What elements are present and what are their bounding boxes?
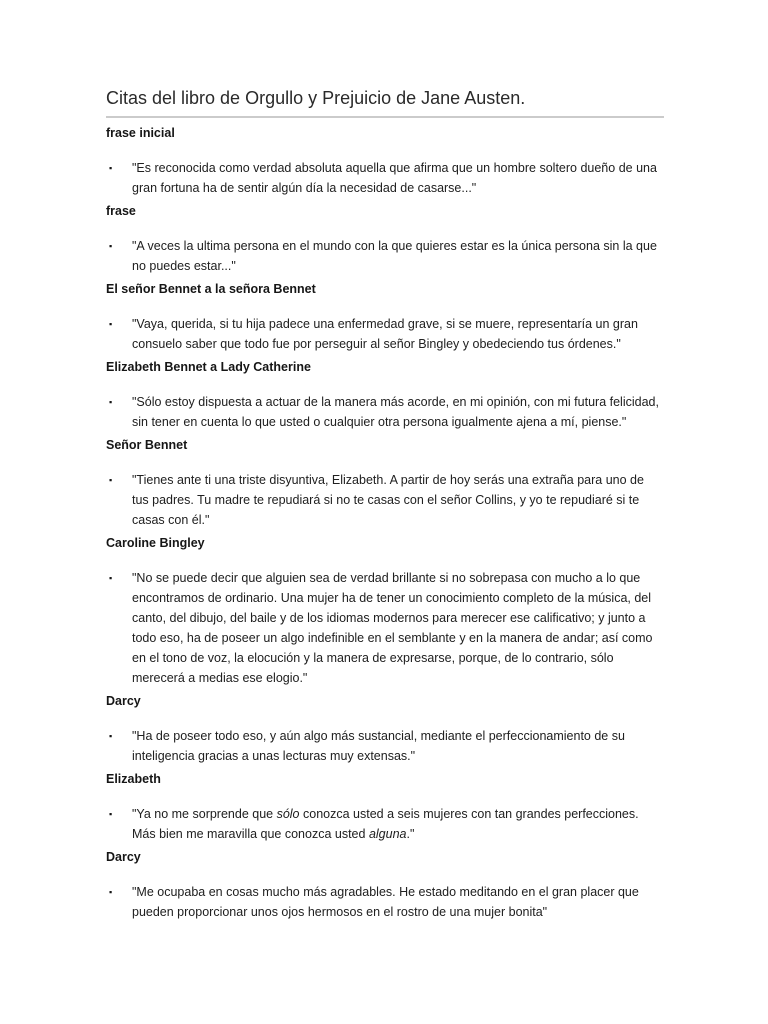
quote-text: "A veces la ultima persona en el mundo con la que quieres estar es la única persona sin la que no puedes estar..." [132,239,657,273]
square-bullet-icon: ▪ [109,731,113,741]
square-bullet-icon: ▪ [109,397,113,407]
speaker-heading: El señor Bennet a la señora Bennet [106,282,316,296]
quote-text: "Ya no me sorprende que sólo conozca usted a seis mujeres con tan grandes perfecciones. Más bien me maravilla que conozca usted alguna." [132,807,639,841]
quote-text: "Me ocupaba en cosas mucho más agradables. He estado meditando en el gran placer que pueden proporcionar unos ojos hermosos en el rostro de una mujer bonita" [132,885,639,919]
quote-section [106,360,664,432]
quote-section [106,694,664,766]
quote-item [106,568,664,688]
speaker-heading: Caroline Bingley [106,536,205,550]
speaker-heading: Darcy [106,850,141,864]
speaker-heading: Elizabeth [106,772,161,786]
quote-text: "Ha de poseer todo eso, y aún algo más sustancial, mediante el perfeccionamiento de su inteligencia gracias a unas lecturas muy extensas." [132,729,625,763]
quote-section [106,772,664,844]
quote-item [106,726,664,766]
square-bullet-icon: ▪ [109,809,113,819]
quote-text: "Tienes ante ti una triste disyuntiva, Elizabeth. A partir de hoy serás una extraña para uno de tus padres. Tu madre te repudiará si no te casas con el señor Collins, y yo te repudiaré si te casas con él." [132,473,644,527]
quote-item [106,158,664,198]
document-content [106,88,664,928]
title-divider [106,116,664,118]
square-bullet-icon: ▪ [109,163,113,173]
speaker-heading: Señor Bennet [106,438,188,452]
speaker-heading: Elizabeth Bennet a Lady Catherine [106,360,311,374]
square-bullet-icon: ▪ [109,319,113,329]
quote-text: "No se puede decir que alguien sea de verdad brillante si no sobrepasa con mucho a lo que encontramos de ordinario. Una mujer ha de tener un conocimiento completo de la música, del canto, del dibujo, del baile y de los idiomas modernos para merecer ese calificativo; y junto a todo eso, ha de poseer un algo indefinible en el semblante y en la manera de andar; así como en el tono de voz, la elocución y la manera de expresarse, porque, de lo contrario, sólo merecerá a medias ese elogio." [132,571,653,685]
square-bullet-icon: ▪ [109,241,113,251]
quote-item [106,314,664,354]
quote-text: "Es reconocida como verdad absoluta aquella que afirma que un hombre soltero dueño de una gran fortuna ha de sentir algún día la necesidad de casarse..." [132,161,657,195]
square-bullet-icon: ▪ [109,887,113,897]
square-bullet-icon: ▪ [109,573,113,583]
quote-text: "Sólo estoy dispuesta a actuar de la manera más acorde, en mi opinión, con mi futura felicidad, sin tener en cuenta lo que usted o cualquier otra persona igualmente ajena a mí, piense." [132,395,659,429]
speaker-heading: Darcy [106,694,141,708]
quote-item [106,882,664,922]
quote-section [106,536,664,688]
page-title: Citas del libro de Orgullo y Prejuicio de Jane Austen. [106,88,526,108]
quote-text: "Vaya, querida, si tu hija padece una enfermedad grave, si se muere, representaría un gran consuelo saber que todo fue por perseguir al señor Bingley y obedeciendo tus órdenes." [132,317,638,351]
quote-section [106,126,664,198]
quote-item [106,470,664,530]
quote-item [106,804,664,844]
speaker-heading: frase inicial [106,126,175,140]
quote-section [106,438,664,530]
speaker-heading: frase [106,204,136,218]
quote-item [106,236,664,276]
quote-item [106,392,664,432]
quote-section [106,282,664,354]
quote-section [106,850,664,922]
quote-section [106,204,664,276]
square-bullet-icon: ▪ [109,475,113,485]
